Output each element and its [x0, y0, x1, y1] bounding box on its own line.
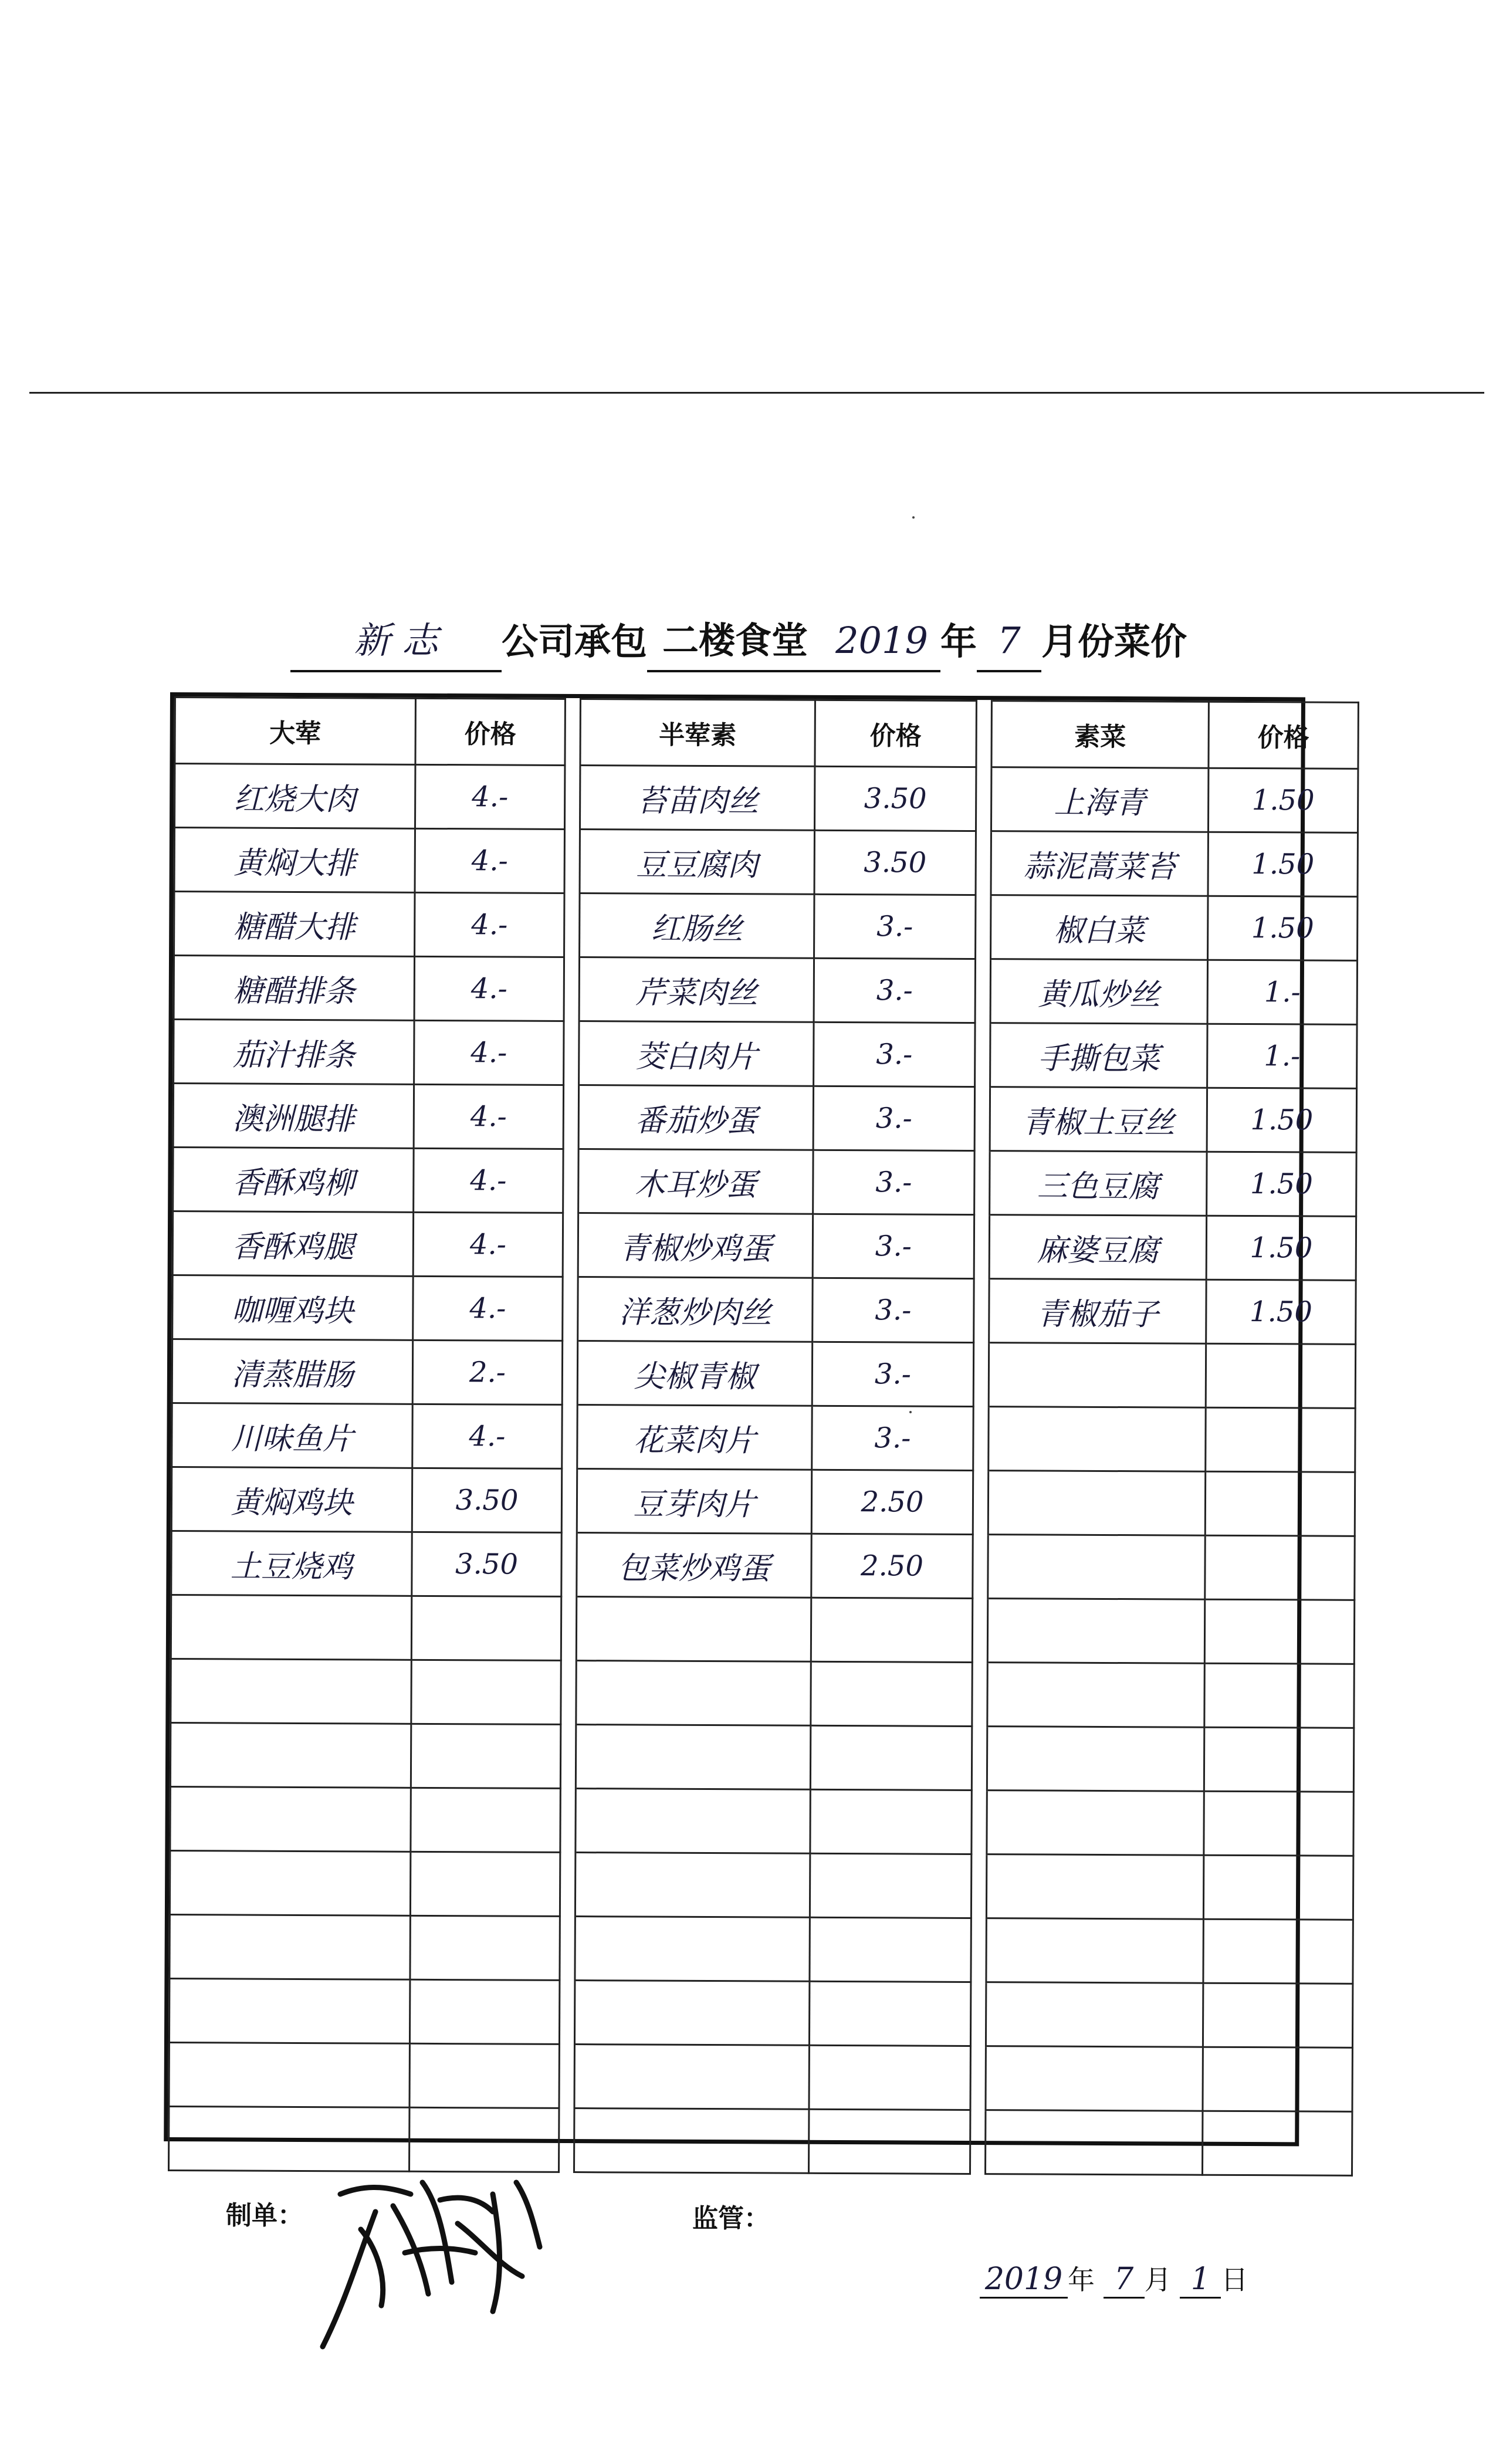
half-meat-price: 3.50 [814, 766, 976, 831]
vegetable-dish [989, 1343, 1206, 1408]
supervisor-label: 监管： [692, 2204, 770, 2233]
half-meat-price [808, 2109, 970, 2174]
half-meat-price: 3.- [813, 1150, 974, 1214]
price-table-frame [164, 692, 1315, 2146]
half-meat-dish: 包菜炒鸡蛋 [577, 1533, 811, 1598]
vegetable-price [1206, 1343, 1355, 1408]
vegetable-price [1202, 2111, 1352, 2175]
meat-dish [170, 1851, 410, 1916]
company-handwritten: 新 志 [290, 611, 502, 672]
meat-price [409, 2043, 559, 2108]
half-meat-dish: 洋葱炒肉丝 [578, 1277, 813, 1342]
meat-dish [171, 1595, 411, 1660]
half-meat-price [809, 1981, 970, 2046]
column-gap [564, 1021, 579, 1085]
half-meat-dish: 尖椒青椒 [577, 1341, 812, 1406]
vegetable-price [1204, 1663, 1354, 1728]
column-gap [973, 1342, 989, 1406]
vegetable-dish [986, 1854, 1203, 1920]
column-gap [561, 1660, 576, 1724]
vegetable-dish: 手撕包菜 [990, 1023, 1207, 1088]
meat-dish: 黄焖鸡块 [171, 1467, 412, 1532]
price-table [168, 696, 1359, 2177]
vegetable-price: 1.50 [1207, 1088, 1356, 1152]
column-gap [974, 1150, 990, 1214]
meat-price: 3.50 [412, 1532, 561, 1596]
table-row [171, 1467, 1355, 1536]
meat-price: 4.- [414, 956, 564, 1021]
header-meat-price: 价格 [415, 698, 565, 765]
column-gap [976, 895, 991, 959]
vegetable-dish: 蒜泥蒿菜苔 [991, 831, 1208, 896]
half-meat-dish: 青椒炒鸡蛋 [578, 1213, 813, 1278]
vegetable-price [1203, 1983, 1352, 2047]
column-gap [563, 1085, 578, 1149]
vegetable-dish: 上海青 [991, 767, 1208, 832]
column-gap [563, 1277, 578, 1341]
meat-dish: 黄焖大排 [174, 828, 415, 893]
meat-dish: 香酥鸡柳 [173, 1148, 414, 1213]
half-meat-price [811, 1661, 972, 1726]
half-meat-dish [576, 1725, 810, 1790]
header-half-meat: 半荤素 [580, 699, 815, 767]
vegetable-price [1204, 1599, 1354, 1664]
vegetable-dish: 三色豆腐 [990, 1151, 1207, 1216]
vegetable-dish [987, 1791, 1204, 1856]
meat-dish: 咖喱鸡块 [172, 1275, 413, 1341]
half-meat-dish: 花菜肉片 [577, 1405, 812, 1470]
header-meat: 大荤 [175, 698, 415, 765]
meat-dish: 香酥鸡腿 [172, 1211, 413, 1277]
table-row [169, 2043, 1352, 2112]
half-meat-dish: 豆豆腐肉 [580, 830, 814, 895]
meat-price [409, 1979, 559, 2044]
half-meat-dish: 红肠丝 [580, 893, 814, 959]
meat-price: 4.- [413, 1212, 563, 1277]
scan-speck [912, 516, 915, 519]
header-vegetable: 素菜 [991, 701, 1209, 769]
column-gap [974, 1214, 989, 1278]
title-year-label: 年 [940, 620, 977, 663]
date-year: 2019 [980, 2262, 1068, 2299]
half-meat-dish: 芹菜肉丝 [579, 957, 814, 1023]
column-gap [564, 957, 579, 1021]
table-row [171, 1595, 1354, 1664]
half-meat-dish [576, 1789, 810, 1854]
meat-dish [170, 1723, 411, 1788]
table-row [170, 1915, 1353, 1984]
meat-price: 4.- [413, 1276, 563, 1341]
column-gap [976, 767, 991, 831]
vegetable-dish [987, 1663, 1204, 1728]
column-gap [975, 959, 990, 1023]
meat-dish: 清蒸腊肠 [172, 1339, 412, 1404]
vegetable-dish [987, 1727, 1204, 1792]
half-meat-dish: 苔苗肉丝 [580, 766, 814, 831]
table-row [174, 1020, 1357, 1089]
title-year: 2019 [823, 611, 940, 672]
price-table-body [169, 764, 1358, 2176]
maker-label: 制单： [226, 2201, 303, 2231]
vegetable-dish [988, 1471, 1205, 1536]
table-row [172, 1275, 1356, 1345]
half-meat-dish [574, 2045, 809, 2110]
meat-dish: 澳洲腿排 [173, 1084, 414, 1149]
meat-price: 4.- [415, 892, 564, 957]
meat-price: 4.- [412, 1404, 562, 1468]
table-row [174, 764, 1358, 833]
column-gap [559, 2108, 574, 2172]
meat-price: 3.50 [412, 1468, 561, 1532]
header-half-meat-price: 价格 [815, 700, 976, 767]
column-gap [973, 1534, 988, 1598]
date-day: 1 [1180, 2262, 1221, 2299]
meat-dish: 糖醋大排 [174, 892, 415, 957]
meat-price: 4.- [415, 828, 564, 893]
column-gap [560, 1724, 576, 1788]
half-meat-price: 3.- [813, 1086, 974, 1150]
date-year-label: 年 [1068, 2264, 1095, 2296]
meat-dish [171, 1659, 411, 1724]
vegetable-price: 1.- [1207, 960, 1357, 1024]
half-meat-dish: 番茄炒蛋 [578, 1085, 813, 1150]
column-gap [564, 893, 580, 957]
vegetable-price [1204, 1727, 1353, 1792]
column-gap [563, 1213, 578, 1277]
maker-signature [305, 2159, 551, 2358]
half-meat-dish [575, 1853, 810, 1918]
column-gap [974, 1278, 989, 1342]
half-meat-price: 3.- [812, 1342, 973, 1406]
half-meat-price [810, 1725, 972, 1790]
column-gap [561, 1532, 577, 1596]
column-gap [561, 1468, 577, 1532]
table-row [170, 1851, 1353, 1920]
half-meat-dish: 豆芽肉片 [577, 1469, 811, 1534]
meat-price [410, 1852, 560, 1916]
vegetable-price: 1.50 [1208, 832, 1358, 896]
column-gap [970, 1982, 986, 2046]
vegetable-price [1205, 1535, 1355, 1600]
meat-price [410, 1915, 560, 1980]
vegetable-price [1204, 1791, 1353, 1856]
vegetable-dish [986, 1982, 1203, 2047]
column-gap [560, 1788, 576, 1852]
half-meat-price [811, 1597, 972, 1662]
column-gap [972, 1598, 987, 1662]
column-gap [560, 1916, 575, 1980]
company-suffix: 公司承包 [502, 620, 648, 663]
column-gap [970, 2046, 986, 2110]
vegetable-dish: 青椒茄子 [989, 1279, 1206, 1344]
date-month: 7 [1104, 2262, 1145, 2299]
half-meat-dish [576, 1597, 811, 1662]
meat-dish [170, 1915, 410, 1980]
vegetable-dish: 椒白菜 [991, 895, 1208, 960]
column-gap [559, 2044, 574, 2108]
vegetable-price [1203, 1855, 1353, 1920]
column-gap [562, 1341, 577, 1404]
column-gap [564, 829, 580, 893]
column-gap [972, 1726, 987, 1790]
column-gap [565, 699, 580, 765]
meat-dish: 川味鱼片 [172, 1403, 412, 1468]
half-meat-price: 3.- [813, 1214, 974, 1278]
vegetable-dish: 麻婆豆腐 [989, 1215, 1206, 1280]
meat-price [411, 1724, 560, 1788]
half-meat-price [810, 1917, 971, 1982]
half-meat-dish [574, 1981, 809, 2046]
half-meat-price: 3.- [814, 1022, 975, 1087]
vegetable-price: 1.50 [1208, 896, 1358, 960]
table-row [169, 1979, 1352, 2048]
vegetable-dish: 黄瓜炒丝 [990, 959, 1207, 1024]
column-gap [972, 1662, 987, 1726]
column-gap [561, 1596, 576, 1660]
meat-price: 4.- [414, 1020, 564, 1085]
half-meat-price: 3.- [814, 894, 976, 959]
column-gap [563, 1149, 578, 1213]
column-gap [974, 1087, 990, 1150]
column-gap [971, 1918, 986, 1982]
vegetable-dish [985, 2110, 1202, 2175]
title-month: 7 [977, 611, 1041, 672]
table-row [170, 1723, 1353, 1792]
column-gap [559, 1980, 574, 2044]
column-gap [564, 765, 580, 829]
meat-price: 4.- [414, 1084, 563, 1149]
half-meat-dish [575, 1917, 810, 1982]
column-gap [973, 1470, 988, 1534]
table-row [174, 956, 1357, 1025]
table-row [172, 1339, 1355, 1409]
vegetable-price [1206, 1407, 1355, 1472]
meat-price [411, 1660, 561, 1724]
date-month-label: 月 [1144, 2264, 1172, 2296]
vegetable-price [1203, 1919, 1353, 1984]
table-row [171, 1531, 1355, 1600]
meat-dish: 红烧大肉 [174, 764, 415, 829]
table-row [170, 1787, 1353, 1856]
half-meat-price: 3.- [812, 1406, 973, 1470]
column-gap [562, 1404, 577, 1468]
half-meat-dish: 茭白肉片 [579, 1021, 814, 1087]
column-gap [975, 1023, 990, 1087]
header-vegetable-price: 价格 [1209, 702, 1358, 769]
half-meat-dish [576, 1661, 811, 1726]
table-row [173, 1148, 1356, 1217]
document-title [290, 598, 1229, 681]
table-row [174, 828, 1358, 897]
half-meat-price [810, 1789, 972, 1854]
table-row [172, 1403, 1355, 1473]
vegetable-price: 1.50 [1208, 768, 1358, 832]
column-gap [976, 700, 991, 767]
vegetable-price: 1.50 [1206, 1216, 1356, 1280]
vegetable-dish [988, 1535, 1205, 1600]
document-date [980, 2259, 1248, 2299]
half-meat-dish [574, 2108, 809, 2174]
scan-top-rule [29, 392, 1484, 394]
meat-dish: 土豆烧鸡 [171, 1531, 412, 1596]
column-gap [560, 1852, 575, 1916]
meat-price: 4.- [415, 764, 564, 829]
half-meat-price: 2.50 [811, 1470, 973, 1534]
meat-dish: 茄汁排条 [174, 1020, 414, 1085]
half-meat-price: 3.- [814, 958, 975, 1023]
vegetable-dish: 青椒土豆丝 [990, 1087, 1207, 1152]
canteen-name: 二楼食堂 [647, 611, 823, 672]
table-row [172, 1211, 1356, 1281]
vegetable-price: 1.50 [1207, 1152, 1356, 1216]
meat-price: 4.- [414, 1148, 563, 1213]
meat-dish [169, 2043, 409, 2108]
vegetable-dish [989, 1407, 1206, 1472]
half-meat-price: 3.- [813, 1278, 974, 1342]
date-day-label: 日 [1221, 2264, 1248, 2296]
meat-price [411, 1596, 561, 1660]
half-meat-price [810, 1853, 971, 1918]
vegetable-dish [986, 1918, 1203, 1984]
meat-dish: 糖醋排条 [174, 956, 414, 1021]
vegetable-price [1205, 1471, 1355, 1536]
meat-dish [169, 1979, 409, 2044]
vegetable-dish [987, 1599, 1204, 1664]
half-meat-price: 2.50 [811, 1534, 973, 1598]
half-meat-price: 3.50 [814, 830, 976, 895]
vegetable-dish [986, 2046, 1203, 2111]
table-row [174, 892, 1358, 961]
meat-price [411, 1788, 560, 1852]
table-header-row [175, 698, 1358, 769]
column-gap [971, 1854, 986, 1918]
table-row [173, 1084, 1356, 1153]
vegetable-price: 1.- [1207, 1024, 1357, 1088]
column-gap [972, 1790, 987, 1854]
half-meat-dish: 木耳炒蛋 [578, 1149, 813, 1214]
column-gap [976, 831, 991, 895]
vegetable-price: 1.50 [1206, 1280, 1356, 1344]
meat-dish [170, 1787, 411, 1852]
meat-price: 2.- [412, 1340, 562, 1404]
table-row [171, 1659, 1354, 1728]
half-meat-price [809, 2045, 970, 2110]
column-gap [973, 1406, 989, 1470]
vegetable-price [1203, 2047, 1352, 2111]
column-gap [970, 2110, 985, 2174]
title-month-label: 月份菜价 [1041, 620, 1187, 663]
